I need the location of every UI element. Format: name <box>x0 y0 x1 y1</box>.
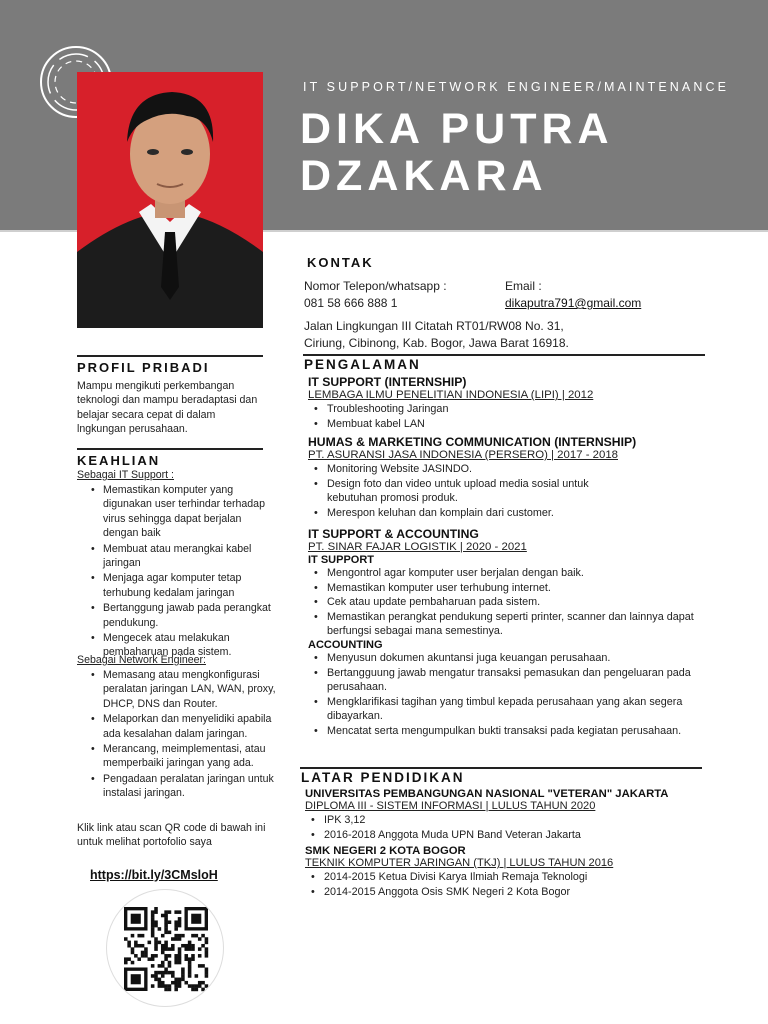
list-item: • Cek atau update pembaharuan pada sistem. <box>308 595 703 610</box>
full-name <box>300 106 614 200</box>
school-degree: TEKNIK KOMPUTER JARINGAN (TKJ) | LULUS TAHUN 2016 <box>305 857 614 869</box>
portfolio-text: Klik link atau scan QR code di bawah ini untuk melihat portofolio saya <box>77 822 266 849</box>
list-item: • 2014-2015 Anggota Osis SMK Negeri 2 Kota Bogor <box>305 885 715 900</box>
section-heading: IT SUPPORT <box>308 554 375 566</box>
list-item: • Bertanggung jawab pada perangkat pendukung. <box>89 601 271 630</box>
list-item: • IPK 3,12 <box>305 813 715 828</box>
phone-label: Nomor Telepon/whatsapp : <box>304 279 447 293</box>
education-title: LATAR PENDIDIKAN <box>301 770 465 785</box>
name-line-1: DIKA PUTRA <box>300 105 614 153</box>
list-item: • Mencatat serta mengumpulkan bukti transaksi pada kegiatan perusahaan. <box>308 724 703 739</box>
job-title: HUMAS & MARKETING COMMUNICATION (INTERNSHIP) <box>308 435 637 449</box>
job-company: PT. SINAR FAJAR LOGISTIK | 2020 - 2021 <box>308 541 527 553</box>
job-title: IT SUPPORT (INTERNSHIP) <box>308 375 467 389</box>
list-item: • Membuat kabel LAN <box>308 417 708 432</box>
network-skills-list <box>89 668 279 802</box>
job-jasindo <box>308 435 708 520</box>
list-item: • Memastikan komputer user terhubung internet. <box>308 581 703 596</box>
list-item: • Mengklarifikasi tagihan yang timbul kepada perusahaan yang akan segera dibayarkan. <box>308 695 703 724</box>
list-item: • Memastikan perangkat pendukung seperti printer, scanner dan lainnya dapat berfungsi sebagai mana semestinya. <box>308 610 703 639</box>
job-title: IT SUPPORT & ACCOUNTING <box>308 527 479 541</box>
job-tasks-list <box>308 651 703 739</box>
school-name: UNIVERSITAS PEMBANGUNGAN NASIONAL "VETERAN" JAKARTA <box>305 788 669 800</box>
skills-rule <box>77 448 263 450</box>
list-item: • Merespon keluhan dan komplain dari customer. <box>308 506 638 521</box>
list-item: • 2016-2018 Anggota Muda UPN Band Veteran Jakarta <box>305 828 715 843</box>
job-tasks-list <box>308 402 708 431</box>
experience-title: PENGALAMAN <box>304 357 421 372</box>
school-name: SMK NEGERI 2 KOTA BOGOR <box>305 845 466 857</box>
job-subtitle: IT SUPPORT/NETWORK ENGINEER/MAINTENANCE <box>303 80 730 94</box>
school-achievements-list <box>305 870 715 899</box>
list-item: • Mengontrol agar komputer user berjalan dengan baik. <box>308 566 703 581</box>
job-sinar-fajar <box>308 527 708 739</box>
list-item: • Mengecek atau melakukan pembaharuan pada sistem. <box>89 631 271 660</box>
list-item: • 2014-2015 Ketua Divisi Karya Ilmiah Remaja Teknologi <box>305 870 715 885</box>
school-smk <box>305 845 715 899</box>
list-item: • Membuat atau merangkai kabel jaringan <box>89 542 271 571</box>
job-lipi <box>308 375 708 431</box>
school-degree: DIPLOMA III - SISTEM INFORMASI | LULUS TAHUN 2020 <box>305 800 596 812</box>
school-upn <box>305 788 715 842</box>
contact-title: KONTAK <box>307 255 374 270</box>
profile-title: PROFIL PRIBADI <box>77 360 210 375</box>
list-item: • Menyusun dokumen akuntansi juga keuangan perusahaan. <box>308 651 703 666</box>
it-support-skills-list <box>89 483 271 661</box>
list-item: • Memastikan komputer yang digunakan user terhindar terhadap virus sehingga dapat berjalan dengan baik <box>89 483 271 541</box>
list-item: • Troubleshooting Jaringan <box>308 402 708 417</box>
skills-title: KEAHLIAN <box>77 453 161 468</box>
address-line-2: Ciriung, Cibinong, Kab. Bogor, Jawa Barat 16918. <box>304 336 569 350</box>
name-line-2: DZAKARA <box>300 152 548 200</box>
list-item: • Pengadaan peralatan jaringan untuk instalasi jaringan. <box>89 772 279 801</box>
phone-value: 081 58 666 888 1 <box>304 296 398 310</box>
list-item: • Design foto dan video untuk upload media sosial untuk kebutuhan promosi produk. <box>308 477 638 506</box>
profile-photo <box>77 72 263 328</box>
section-heading: ACCOUNTING <box>308 638 383 651</box>
job-tasks-list <box>308 462 638 520</box>
list-item: • Memasang atau mengkonfigurasi peralatan jaringan LAN, WAN, proxy, DHCP, DNS dan Router. <box>89 668 279 711</box>
list-item: • Melaporkan dan menyelidiki apabila ada kesalahan dalam jaringan. <box>89 712 279 741</box>
school-achievements-list <box>305 813 715 842</box>
qr-code[interactable] <box>106 889 224 1007</box>
education-rule <box>300 767 702 769</box>
list-item: • Merancang, meimplementasi, atau memperbaiki jaringan yang ada. <box>89 742 279 771</box>
it-support-label: Sebagai IT Support : <box>77 469 174 481</box>
portfolio-link[interactable]: https://bit.ly/3CMsloH <box>90 868 218 882</box>
email-link[interactable]: dikaputra791@gmail.com <box>505 296 642 310</box>
list-item: • Bertangguung jawab mengatur transaksi pemasukan dan pengeluaran pada perusahaan. <box>308 666 703 695</box>
email-label: Email : <box>505 279 542 293</box>
job-company: LEMBAGA ILMU PENELITIAN INDONESIA (LIPI) | 2012 <box>308 389 594 401</box>
profile-rule <box>77 355 263 357</box>
network-label: Sebagai Network Engineer: <box>77 654 206 666</box>
job-company: PT. ASURANSI JASA INDONESIA (PERSERO) | 2017 - 2018 <box>308 449 618 461</box>
list-item: • Monitoring Website JASINDO. <box>308 462 638 477</box>
profile-text: Mampu mengikuti perkembangan teknologi dan mampu beradaptasi dan belajar secara cepat di dalam lngkungan perusahaan. <box>77 380 258 436</box>
address-line-1: Jalan Lingkungan III Citatah RT01/RW08 No. 31, <box>304 319 564 333</box>
job-tasks-list <box>308 566 703 639</box>
list-item: • Menjaga agar komputer tetap terhubung kedalam jaringan <box>89 571 271 600</box>
experience-rule <box>303 354 705 356</box>
